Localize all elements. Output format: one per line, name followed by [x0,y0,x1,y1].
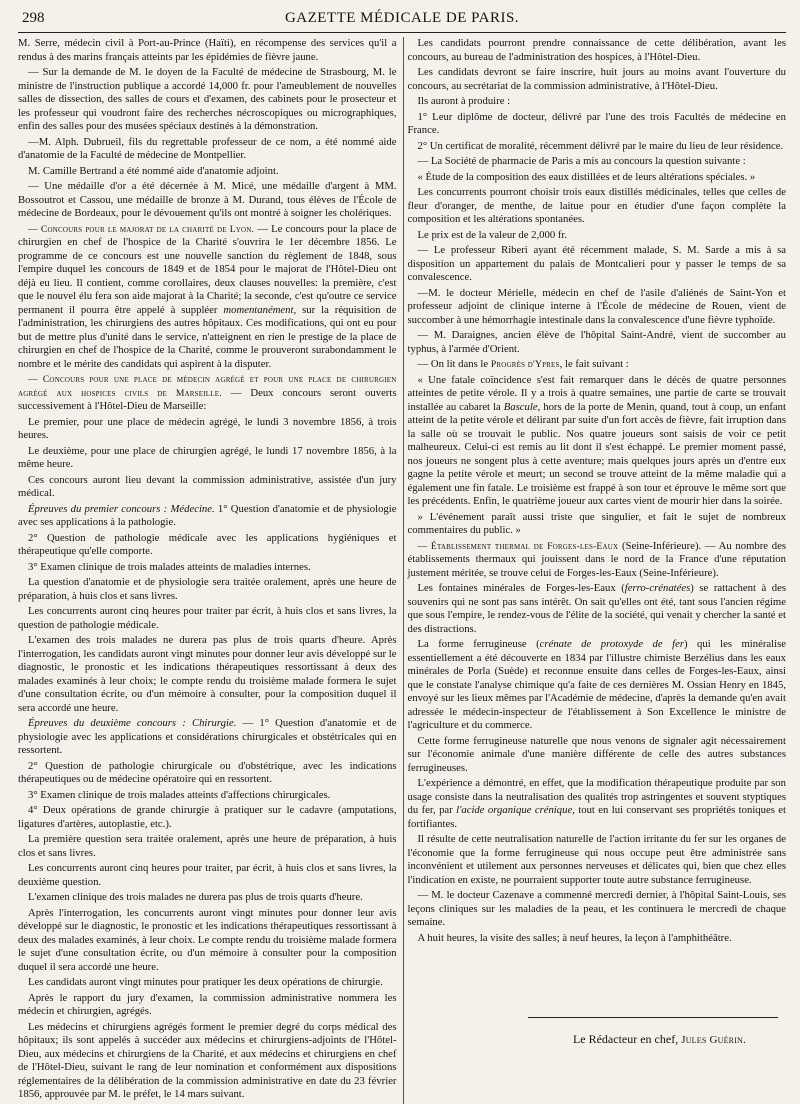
paragraph [18,717,397,758]
paragraph: » L'événement paraît aussi triste que singulier, et fait le sujet de nombreux commentaires du public. » [407,510,786,536]
paragraph: Les concurrents pourront choisir trois eaux distillés médicinales, telles que celles de fleur d'oranger, de menthe, de laitue pour en étudier d'une façon complète la composition et les altérations spontanées. [407,186,786,225]
paragraph: — M. Daraignes, ancien élève de l'hôpital Saint-André, vient de succomber au typhus, à l'armée d'Orient. [407,329,786,355]
text-run: — 1° Question d'anatomie et de physiologie avec les applications et considérations chirurgicales et obstétricales qui en ressortent. [18,717,397,756]
paragraph: Ces concours auront lieu devant la commission administrative, assistée d'un jury médical. [18,473,397,499]
paragraph: —M. Alph. Dubrueil, fils du regrettable professeur de ce nom, a été nommé aide d'anatomie de la Faculté de médecine de Montpellier. [18,135,397,161]
paragraph: — M. le docteur Cazenave a commenné mercredi dernier, à l'hôpital Saint-Louis, ses leçons cliniques sur les maladies de la peau, et les continuera le mercredi de chaque semaine. [407,889,786,928]
text-run: L'expérience a démontré, en effet, que la modification thérapeutique produite par son usage consiste dans la neutralisation des qualités trop astringentes et souvent styptiques du fer, par [407,777,786,816]
text-run: — Deux concours seront ouverts successivement à l'Hôtel-Dieu de Marseille: [18,386,397,412]
paragraph: Ils auront à produire : [417,95,511,107]
paragraph: 1° Leur diplôme de docteur, délivré par l'une des trois Facultés de médecine en France. [407,110,786,136]
paragraph: Le deuxième, pour une place de chirurgien agrégé, le lundi 17 novembre 1856, à la même heure. [18,444,397,470]
paragraph: La question d'anatomie et de physiologie sera traitée oralement, après une heure de préparation, à huis clos et sans livres. [18,576,397,602]
paragraph: M. Serre, médecin civil à Port-au-Prince (Haïti), en récompense des services qu'il a rendus à des marins français atteints par les épidémies de fièvre jaune. [18,37,397,63]
subheading: Épreuves du premier concours : Médecine. [28,502,215,515]
paragraph: 3° Examen clinique de trois malades atteints de maladies internes. [28,560,311,573]
paragraph: « Étude de la composition des eaux distillées et de leurs altérations spéciales. » [417,170,756,183]
paragraph: A huit heures, la visite des salles; à neuf heures, la leçon à l'amphithéâtre. [417,931,732,944]
subheading: Épreuves du deuxième concours : Chirurgie. [28,717,237,729]
editor-name: Jules Guérin. [681,1034,746,1046]
paragraph [408,358,787,372]
paragraph: 2° Question de pathologie chirurgicale ou d'obstétrique, avec les indications thérapeutiques ou de médecine opératoire qui en ressortent. [18,759,397,785]
text-run: ) qui les minéralise essentiellement a été découverte en 1834 par l'illustre chimiste Berzélius dans les eaux minérales de Porla (Suède) et reconnue ensuite dans celles de Forges-les-Eaux, ainsi que le constate l'analyse chimique qu'a faite de ces dernières M. Ossian Henry en 1845, envoyé sur les lieux mêmes par l'Académie de médecine, d'après la demande qu'en avait adressée le médecin-inspecteur de l'établissement à Son Excellence le ministre de l'agriculture et du commerce. [407,638,786,731]
text-run: , hors de la porte de Menin, quand, tout à coup, un enfant atteint de la petite vérole et délirant par suite d'un fort accès de fièvre, fait irruption dans la salle où se trouvait le public. Nos quatre joueurs sont saisis de voir ce petit malheureux. Celui-ci est remis au lit dont il s'est échappé. Le premier moment passé, nos joueurs ne songent plus à cette aventure; mais quelques jours après un d'entre eux gagne la petite vérole et meurt; un second se trouve atteint de la même maladie qui a également une fin fatale. Le troisième est frappé à son tour et éprouve le même sort que les précédents. Enfin, le quatrième joueur aux cartes vient de mourir hier dans la soirée. [407,400,786,507]
text-run: « Une fatale coïncidence s'est fait remarquer dans le décès de quatre personnes atteintes de petite vérole. Il y a trois à quatre semaines, une partie de carte se trouvait installée au cabaret la [407,373,786,413]
paragraph: Les candidats pourront prendre connaissance de cette délibération, avant les concours, au bureau de l'administration des hospices, à l'Hôtel-Dieu. [407,37,786,63]
paragraph [408,777,787,831]
text-run: , tout en lui conservant ses propriétés toniques et fortifiantes. [407,804,787,830]
paragraph [408,638,787,733]
paragraph [18,503,397,530]
journal-title: GAZETTE MÉDICALE DE PARIS. [284,10,520,26]
paragraph: Le premier, pour une place de médecin agrégé, le lundi 3 novembre 1856, à trois heures. [18,415,397,441]
paragraph: —M. le docteur Mérielle, médecin en chef de l'asile d'aliénés de Saint-Yon et professeur adjoint de clinique interne à l'École de médecine de Rouen, vient de succomber à une hémorrhagie intestinale dans la convalescence d'une fièvre typhoïde. [407,286,786,326]
paragraph: 4° Deux opérations de grande chirurgie à pratiquer sur le cadavre (amputations, ligatures d'artères, autoplastie, etc.). [18,804,397,830]
text-run-italic: crénate de protoxyde de fer [539,638,684,650]
text-run-italic: Bascule [503,400,538,413]
text-run: , le fait suivant : [559,358,629,370]
paragraph: L'examen des trois malades ne durera pas plus de trois quarts d'heure. Après l'interrogation, les candidats auront vingt minutes pour donner leur avis développé sur le diagnostic, le pronostic et les indications thérapeutiques ressortissant à deux des malades examinés à leur choix; le compte rendu du troisième malade formera le sujet d'une consultation écrite, ou d'un mémoire à consulter, pour la composition duquel il sera accordé une heure. [18,634,397,714]
section-heading: — Concours pour une place de médecin agrégé et pour une place de chirurgien agrégé aux hospices civils de Marseille. [18,374,397,399]
text-run: , sur la réquisition de l'administration, les chirurgiens des autres hôpitaux. Ces modifications, qui ont eu pour but de mettre plus d'unité dans le service, n'atteignent en rien le prestige de la place de chirurgien en chef de l'hospice de la Charité, comme le prouveront surabondamment le nombre et le mérite des candidats qui aspirent à la disputer. [18,303,397,370]
text-run: 1° Question d'anatomie et de physiologie avec ses applications à la pathologie. [18,502,397,528]
paragraph: 2° Question de pathologie médicale avec les applications hygiéniques et thérapeutique qu'elle comporte. [18,531,397,557]
text-run: Les fontaines minérales de Forges-les-Eaux ( [417,582,625,594]
paragraph: Les concurrents auront cinq heures pour traiter par écrit, à huis clos et sans livres, la question de pathologie médicale. [18,605,397,631]
paragraph: Les candidats devront se faire inscrire, huit jours au moins avant l'ouverture du concours, au secrétariat de la commission administrative, à l'Hôtel-Dieu. [407,66,786,92]
paragraph: — Le professeur Riberi ayant été récemment malade, S. M. Sarde a mis à sa disposition un appartement du palais de Montcalieri pour y passer le temps de sa convalescence. [407,244,786,283]
paragraph [408,374,787,509]
text-run: ) se rattachent à des souvenirs qui ne sont pas sans intérêt. On sait qu'elles ont été, tant sous l'ancien régime que sous l'empire, le rendez-vous de l'élite de la société, qui venait y chercher la santé et des distractions. [407,582,786,635]
left-column [18,37,404,1104]
paragraph: Après le rapport du jury d'examen, la commission administrative nommera les médecin et chirurgien, agrégés. [18,991,397,1017]
text-run: (Seine-Inférieure). — Au nombre des établissements thermaux qui jouissent dans le nord de la France d'une réputation justement méritée, se trouve celui de Forges-les-Eaux (Seine-Inférieure). [407,539,786,579]
paragraph: — Sur la demande de M. le doyen de la Faculté de médecine de Strasbourg, M. le ministre de l'instruction publique a accordé 14,000 fr. pour l'ameublement de nouvelles salles de dissection, des salles de cours et d'examen, des cabinets pour le prosecteur et les professeur qui voudront faire des recherches nécroscopiques ou micrographiques, enfin des salles pour des musées spéciaux destinés à la démonstration. [18,66,397,132]
page-header [18,6,786,33]
paragraph: L'examen clinique des trois malades ne durera pas plus de trois quarts d'heure. [28,891,363,903]
paragraph: — La Société de pharmacie de Paris a mis au concours la question suivante : [417,155,746,167]
editor-signature [408,1032,787,1047]
paragraph: Les médecins et chirurgiens agrégés forment le premier degré du corps médical des hôpitaux; ils sont appelés à succéder aux médecins et chirurgiens-adjoints de l'Hôtel-Dieu, aux médecins et chirurgiens de la Charité, et aux médecins et chirurgiens en chef de l'Hôtel-Dieu, suivant le rang de leur nomination et conformément aux dispositions réglementaires de la délibération de la commission administrative en date du 23 février 1856, approuvée par M. le préfet, le 14 mars suivant. [18,1020,397,1100]
text-run: — On lit dans le [417,358,491,370]
paragraph [408,540,787,581]
paragraph: Les candidats auront vingt minutes pour pratiquer les deux opérations de chirurgie. [28,976,383,988]
paragraph: Il résulte de cette neutralisation naturelle de l'action irritante du fer sur les organes de l'économie que la forme ferrugineuse qui nous occupe peut être administrée sans inconvénient et utilement aux personnes nerveuses et délicates qui, bien que chez elles l'indication en existe, ne pourraient supporter toute autre substance ferrugineuse. [407,833,786,886]
paragraph: 2° Un certificat de moralité, récemment délivré par le maire du lieu de leur résidence. [417,139,784,152]
paragraph: Après l'interrogation, les concurrents auront vingt minutes pour donner leur avis développé sur le diagnostic, le pronostic et les indications thérapeutiques ressortissant à deux des malades examinés, à leur choix. Le compte rendu du troisième malade formera le sujet d'une consultation écrite, ou d'un mémoire à consulter pour la composition duquel il sera accordé une heure. [18,906,397,973]
paragraph: Cette forme ferrugineuse naturelle que nous venons de signaler agit nécessairement sur l'économie animale d'une manière différente de celle des autres substances ferrugineuses. [407,734,786,774]
page-number: 298 [22,10,45,26]
paragraph: 3° Examen clinique de trois malades atteints d'affections chirurgicales. [28,788,331,801]
text-run-italic: l'acide organique crénique [456,804,573,816]
section-heading: — Concours pour le majorat de la charité de Lyon. [28,223,255,235]
closing-rule [528,1017,778,1018]
paragraph: Les concurrents auront cinq heures pour traiter, par écrit, à huis clos et sans livres, la deuxième question. [18,862,397,888]
paragraph [18,373,397,414]
text-run: La forme ferrugineuse ( [417,638,540,650]
signature-label: Le Rédacteur en chef, [572,1032,682,1046]
newspaper-name: Progrès d'Ypres [490,359,560,370]
paragraph: Le prix est de la valeur de 2,000 fr. [417,228,568,241]
text-run-italic: ferro-crénatées [624,582,691,594]
text-run: — Le concours pour la place de chirurgien en chef de l'hospice de la Charité s'ouvrira le 1er décembre 1856. Le programme de ce concours est une nouvelle sanction du règlement de 1848, sous l'empire duquel les concours de 1849 et de 1854 pour le majorat de l'Hôtel-Dieu ont déjà eu lieu. Il contient, comme corollaires, deux clauses nouvelles: la première, c'est que le nouvel élu fera son aide majorat à la Charité; la seconde, c'est qu'outre ce service permanent il pourra être appelé à suppléer [18,222,397,316]
paragraph [18,223,397,372]
paragraph: — Une médaille d'or a été décernée à M. Micé, une médaille d'argent à MM. Bossoutrot et Cassou, une médaille de bronze à M. Durand, tous élèves de l'École de médecine de Bordeaux, pour le dévouement qu'ils ont montré à soigner les cholériques. [18,180,397,219]
paragraph: La première question sera traitée oralement, après une heure de préparation, à huis clos et sans livres. [18,833,397,859]
right-column [404,37,787,1104]
paragraph: M. Camille Bertrand a été nommé aide d'anatomie adjoint. [28,164,279,177]
text-run-italic: momentanément [223,303,294,316]
paragraph [408,582,787,636]
section-heading: — Établissement thermal de Forges-les-Eaux [417,540,619,552]
